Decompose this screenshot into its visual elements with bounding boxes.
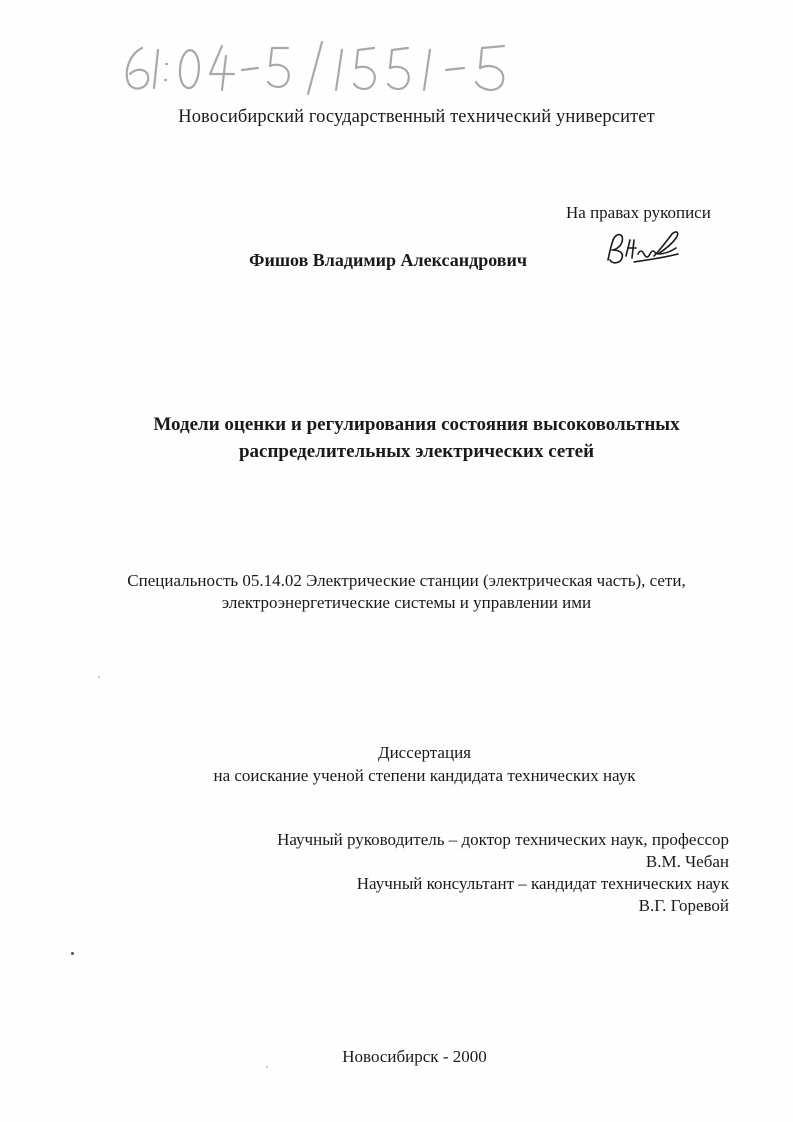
dissertation-title-line-2: распределительных электрических сетей [238, 441, 595, 462]
university-name: Новосибирский государственный технический университет [178, 107, 655, 127]
dissertation-title-line-1: Модели оценки и регулирования состояния высоковольтных [153, 414, 680, 435]
handwritten-stamp-drawing [112, 30, 572, 100]
scan-speck [266, 1066, 268, 1068]
degree-description: на соискание ученой степени кандидата технических наук [213, 766, 636, 785]
specialty-line-1: Специальность 05.14.02 Электрические станции (электрическая часть), сети, [127, 571, 686, 590]
specialty-line-2: электроэнергетические системы и управлении ими [221, 593, 592, 612]
supervisor-title: Научный руководитель – доктор технических наук, профессор [277, 830, 729, 849]
manuscript-rights-label: На правах рукописи [566, 203, 711, 222]
author-name: Фишов Владимир Александрович [249, 250, 528, 270]
author-signature [604, 220, 684, 272]
supervisor-name: В.М. Чебан [645, 852, 729, 871]
scan-speck [71, 952, 74, 955]
scan-speck [98, 676, 100, 678]
library-stamp [112, 30, 572, 100]
dissertation-label: Диссертация [377, 743, 471, 762]
consultant-title: Научный консультант – кандидат технических наук [356, 874, 729, 893]
city-and-year: Новосибирск - 2000 [342, 1047, 487, 1066]
signature-drawing [604, 220, 684, 272]
consultant-name: В.Г. Горевой [638, 896, 729, 915]
